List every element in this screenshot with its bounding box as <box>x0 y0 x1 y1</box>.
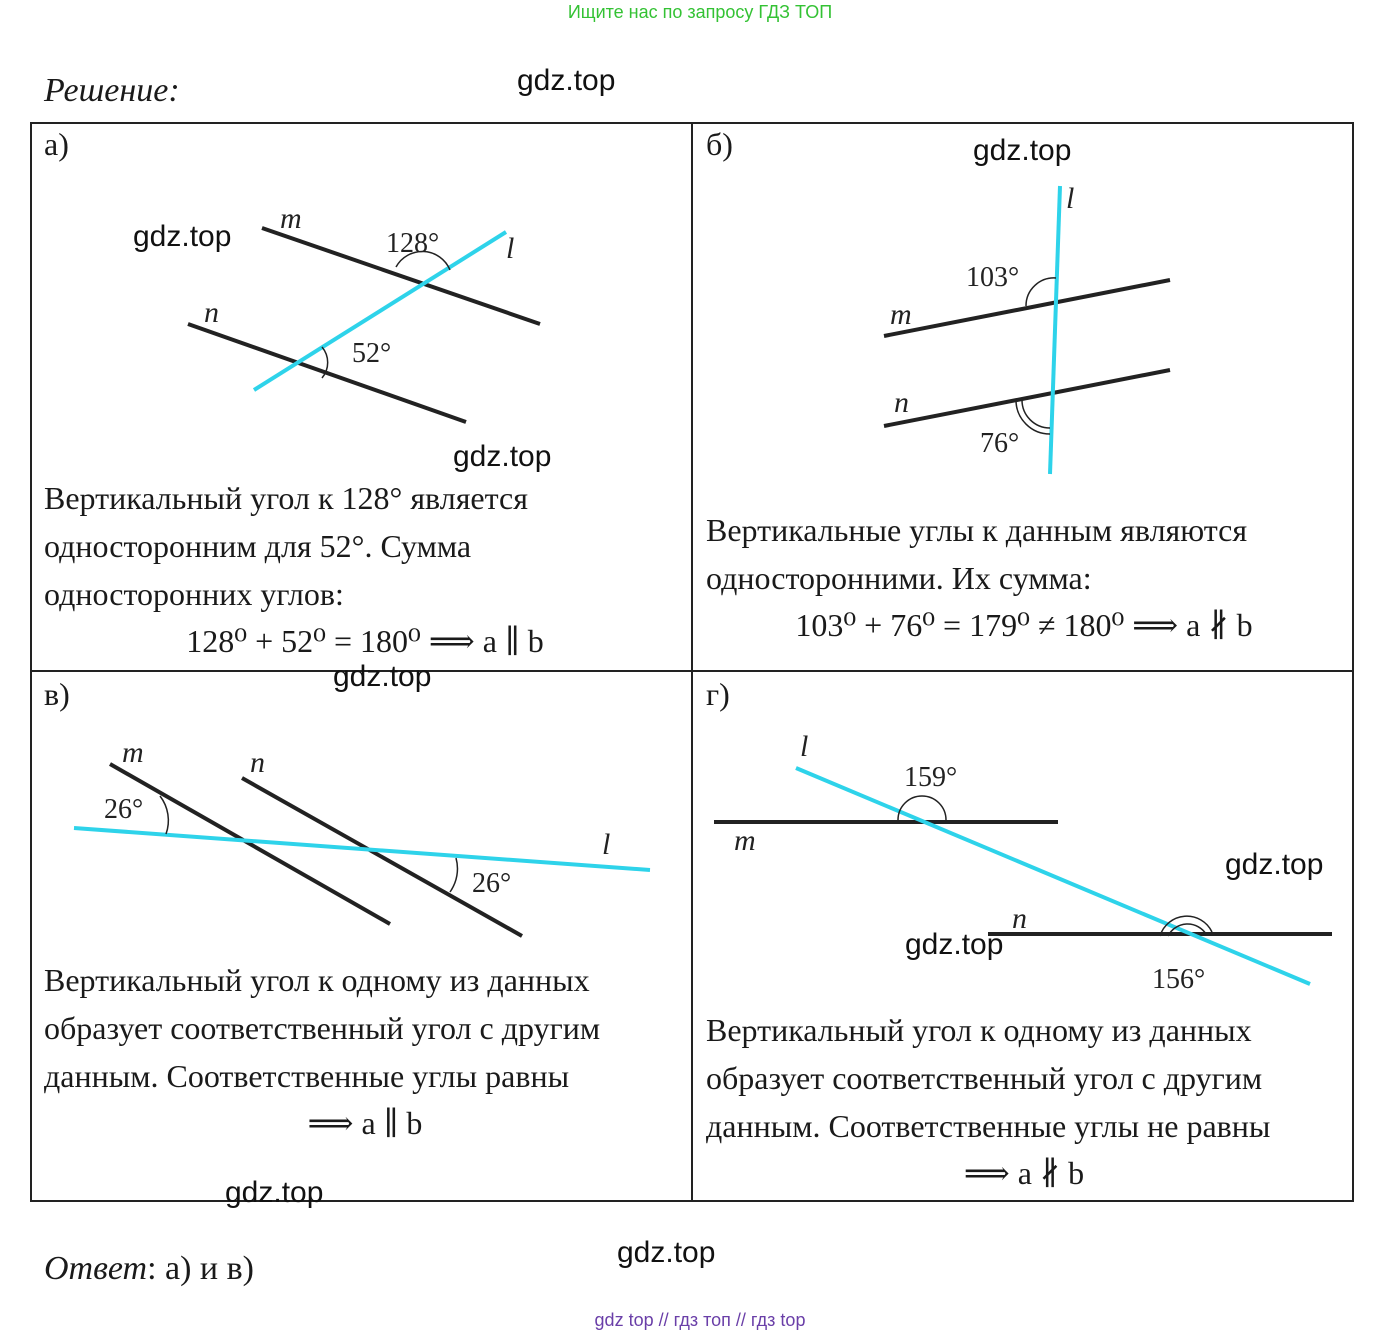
figure-v-line-m <box>110 764 390 924</box>
figure-b-angle-bottom: 76° <box>980 428 1020 459</box>
answer-line <box>44 1250 254 1288</box>
cell-a-line-2: односторонним для 52°. Сумма <box>44 528 472 564</box>
figure-v-label-n: n <box>250 746 265 779</box>
figure-b-line-m <box>884 280 1170 336</box>
figure-v-line-l <box>74 828 650 870</box>
figure-g-angle-top: 159° <box>904 762 958 793</box>
answer-label: Ответ <box>44 1250 148 1287</box>
figure-g-arc-top <box>898 796 946 820</box>
cell-a-text <box>44 474 528 618</box>
cell-a-equation: 128⁰ + 52⁰ = 180⁰ ⟹ a ∥ b <box>186 623 544 659</box>
watermark: gdz.top <box>333 660 432 693</box>
watermark: gdz.top <box>1225 848 1324 881</box>
figure-b-line-n <box>884 370 1170 426</box>
figure-g-label-m: m <box>734 824 756 857</box>
top-banner: Ищите нас по запросу ГДЗ ТОП <box>567 2 833 22</box>
cell-v-line-2: образует соответственный угол с другим <box>44 1010 601 1046</box>
figure-a-label-m: m <box>280 202 302 235</box>
figure-a-label-l: l <box>506 232 515 265</box>
figure-a-angle-bottom: 52° <box>352 338 392 369</box>
cell-v-line-1: Вертикальный угол к одному из данных <box>44 962 590 998</box>
cell-v-equation: ⟹ a ∥ b <box>307 1105 423 1141</box>
cell-b-equation: 103⁰ + 76⁰ = 179⁰ ≠ 180⁰ ⟹ a ∦ b <box>795 607 1253 643</box>
watermark: gdz.top <box>905 928 1004 961</box>
figure-v-arc-right <box>450 858 457 892</box>
cell-b-text <box>706 506 1247 602</box>
cell-a-line-3: односторонних углов: <box>44 576 344 612</box>
figure-a-angle-top: 128° <box>386 228 440 259</box>
figure-b-angle-top: 103° <box>966 262 1020 293</box>
table-horizontal-divider <box>30 670 1354 672</box>
cell-a-line-1: Вертикальный угол к 128° является <box>44 480 528 516</box>
solution-heading: Решение: <box>44 72 180 109</box>
cell-b-line-1: Вертикальные углы к данным являются <box>706 512 1248 548</box>
watermark: gdz.top <box>973 134 1072 167</box>
answer-text: : а) и в) <box>147 1250 254 1287</box>
footer-links: gdz top // гдз топ // гдз top <box>594 1310 806 1330</box>
cell-v-label: в) <box>44 676 70 712</box>
figure-b <box>850 178 1210 488</box>
figure-a-line-n <box>188 324 466 422</box>
figure-v <box>60 720 670 950</box>
figure-g-label-n: n <box>1012 902 1027 935</box>
cell-g-text <box>706 1006 1270 1150</box>
watermark: gdz.top <box>133 220 232 253</box>
cell-a-label: а) <box>44 126 69 162</box>
figure-v-label-m: m <box>122 736 144 769</box>
figure-v-label-l: l <box>602 828 611 861</box>
figure-v-arc-left <box>160 796 168 834</box>
watermark: gdz.top <box>617 1236 716 1269</box>
figure-b-label-l: l <box>1066 182 1075 215</box>
figure-b-label-m: m <box>890 298 912 331</box>
cell-v-text <box>44 956 600 1100</box>
watermark: gdz.top <box>517 64 616 97</box>
cell-g-line-2: образует соответственный угол с другим <box>706 1060 1263 1096</box>
figure-g-angle-bottom: 156° <box>1152 964 1206 995</box>
watermark: gdz.top <box>453 440 552 473</box>
cell-g-label: г) <box>706 676 730 712</box>
figure-a <box>150 170 580 460</box>
figure-a-label-n: n <box>204 296 219 329</box>
figure-v-angle-left: 26° <box>104 794 144 825</box>
cell-b-line-2: односторонними. Их сумма: <box>706 560 1092 596</box>
watermark: gdz.top <box>225 1176 324 1209</box>
cell-g-equation: ⟹ a ∦ b <box>963 1155 1085 1191</box>
figure-b-label-n: n <box>894 386 909 419</box>
figure-v-angle-right: 26° <box>472 868 512 899</box>
figure-b-line-l <box>1050 186 1060 474</box>
cell-b-label: б) <box>706 126 733 162</box>
table-vertical-divider <box>691 122 693 1202</box>
cell-v-line-3: данным. Соответственные углы равны <box>44 1058 570 1094</box>
figure-b-arc-bottom-outer <box>1016 400 1050 434</box>
cell-g-line-1: Вертикальный угол к одному из данных <box>706 1012 1252 1048</box>
figure-g-label-l: l <box>800 730 809 763</box>
cell-g-line-3: данным. Соответственные углы не равны <box>706 1108 1271 1144</box>
